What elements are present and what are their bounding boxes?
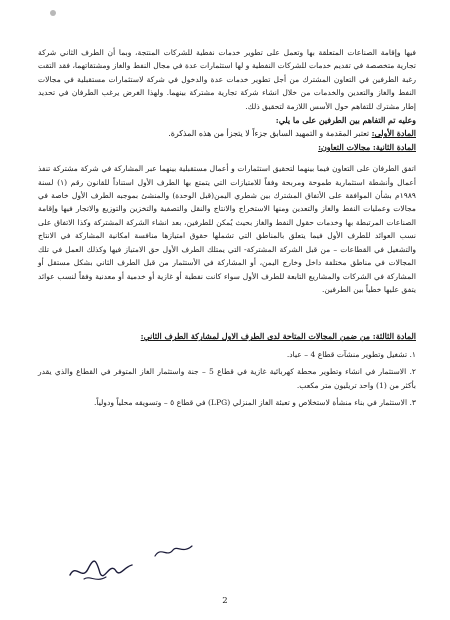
list-item: ١. تشغيل وتطوير منشآت قطاع 4 – عياد. <box>286 349 416 359</box>
list-item: ٣. الاستثمار في بناء منشأة لاستخلاص و تعبئة الغاز المنزلي (LPG) في قطاع ٥ – وتسويقه محلياً ودولياً. <box>93 397 416 407</box>
article-3-heading: المادة الثالثة: من ضمن المجالات المتاحة لدى الطرف الاول لمشاركة الطرف الثاني: <box>140 332 416 342</box>
intro-paragraph: فيها وإقامة الصناعات المتعلقة بها وتعمل على تطوير خدمات نفطية للشركات المنتجة، وبما أن الطرف الثاني شركة تجارية متخصصة في تقديم خدمات للشركات النفطية و لها استثمارات عدة في مجال النفط والغاز ومشتقاتهما، فقد التقت رغبة الطرفين في التعاون المشترك من أجل تطوير خدمات عدة والدخول في شركة لاستثمارات مستقبلية في مجالات النفط والغاز والتعدين والخدمات من خلال انشاء شركة تجارية مشتركة بينهما. ولهذا الغرض يرغب الطرفان في تحديد إطار مشترك للتفاهم حول الأسس اللازمة لتحقيق ذلك. <box>38 48 416 111</box>
article-3-heading-line <box>38 330 416 343</box>
agreement-line: وعليه تم التفاهم بين الطرفين على ما يلي: <box>275 116 416 126</box>
article-2-text: اتفق الطرفان على التعاون فيما بينهما لتحقيق استثمارات و أعمال مستقبلية بينهما عبر المشاركة في شركة مشتركة تنفذ أعمال وأنشطة استثمارية طموحة ومربحة وفقاً للامتيازات التي يتمتع بها الطرف الأول استناداً للقانون رقم (١) لسنة ١٩٨٩م بشأن الموافقة على الأتفاق المشترك بين شطري اليمن(قبل الوحدة) والمنشئ بموجبه الطرف الأول خاصة في مجالات وعمليات النفط والغاز والتعدين ومنها الاستخراج والانتاج والنقل والتصفية والتخزين والتوزيع والاتجار فيها وإقامة الصناعات المرتبطة بها وخدمات حقول النفط والغاز بحيث يُمكن للطرفين، بعد انشاء الشركة المشتركة وكذا الاتفاق على نسب العوائد للطرف الأول فيما يتعلق بالمناطق التي تشملها حقوق امتيازها منافسة امكانية المشاركة في الانتاج والتشغيل في القطاعات – من قبل الشركة المشتركة- التي يمتلك الطرف الأول حق الامتياز فيها وكذلك العمل في تلك المجالات في مناطق مختلفة داخل وخارج اليمن، أو المشاركة في الأستثمار من قبل الطرف الثاني بشكل مستقل أو المشاركة في الشركات والمشاريع التابعة للطرف الأول سواء كانت نفطية أو غازية أو خدمية أو معدنية وفقاً لنسب عوائد يتفق عليها خطياً بين الطرفين. <box>38 164 416 294</box>
spacer <box>38 296 416 330</box>
article-1-text: تعتبر المقدمة و التمهيد السابق جزءاً لا يتجزأ من هذه المذكرة. <box>168 129 372 139</box>
article-1-heading: المادة الأولى: <box>371 129 416 139</box>
spacer <box>38 154 416 162</box>
initials-mark <box>152 540 196 562</box>
article-2-heading-line <box>38 141 416 154</box>
article-3-list <box>38 348 416 410</box>
list-item: ٢. الاستثمار في انشاء وتطوير محطة كهربائية غازية في قطاع 5 – جنة واستثمار الغاز المتوفر في القطاع والذي يقدر بأكثر من (1) واحد تريليون متر مكعب. <box>38 367 417 390</box>
article-2-heading: المادة الثانية: مجالات التعاون: <box>318 142 416 152</box>
handwritten-signature <box>66 553 138 587</box>
article-1 <box>38 127 416 140</box>
page-number: 2 <box>222 596 228 606</box>
scan-mark <box>50 10 56 16</box>
